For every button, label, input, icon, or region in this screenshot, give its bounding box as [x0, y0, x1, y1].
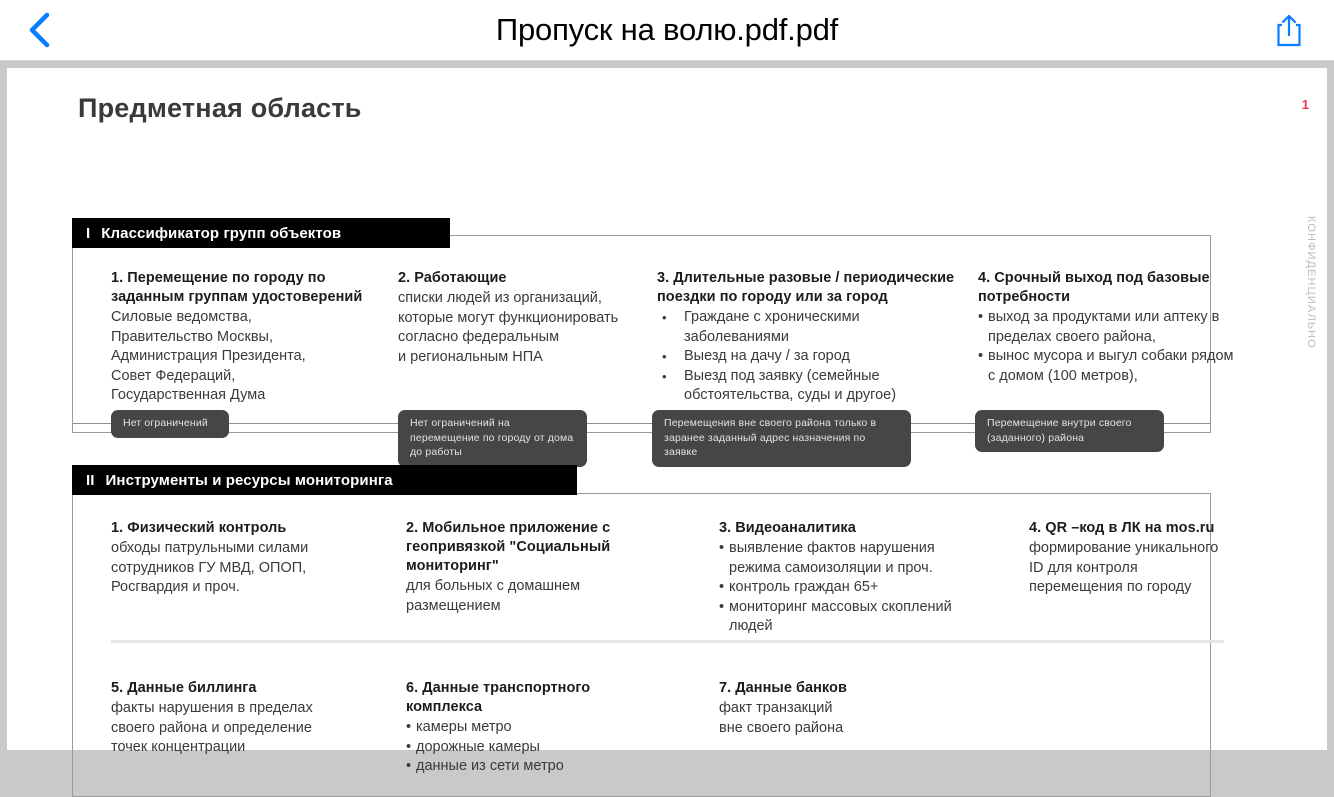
section-1-column-2: [398, 269, 648, 367]
section-1-badge-2: Нет ограничений на перемещение по городу от дома до работы: [398, 410, 587, 467]
list-item: • дорожные камеры: [406, 738, 621, 758]
section-1-column-4-list: [978, 308, 1243, 386]
section-1-column-2-line-3: согласно федеральным: [398, 329, 560, 345]
list-item: • вынос мусора и выгул собаки рядом с домом (100 метров),: [978, 347, 1243, 386]
list-item: • данные из сети метро: [406, 757, 621, 777]
list-item: • контроль граждан 65+: [719, 578, 964, 598]
section-1-badge-3: Перемещения вне своего района только в заранее заданный адрес назначения по заявке: [652, 410, 911, 467]
section-1-badge-4: Перемещение внутри своего (заданного) района: [975, 410, 1164, 452]
section-2-item-1-line-3: Росгвардия и проч.: [111, 579, 240, 595]
section-2-item-2-line-1: для больных с домашнем: [406, 578, 581, 594]
section-2-item-1-line-2: сотрудников ГУ МВД, ОПОП,: [111, 559, 307, 576]
section-1-column-2-line-4: и региональным НПА: [398, 348, 543, 365]
section-2-item-1-line-1: обходы патрульными силами: [111, 540, 309, 556]
section-2-item-1: [111, 519, 361, 598]
section-2-item-4-heading: 4. QR –код в ЛК на mos.ru: [1029, 520, 1215, 536]
section-2-item-6: [406, 679, 621, 777]
share-button[interactable]: [1272, 10, 1306, 50]
section-1-column-3: [657, 269, 957, 406]
section-1-column-1-line-3: Администрация Президента,: [111, 348, 306, 364]
section-2-item-4-line-1: формирование уникального: [1029, 540, 1219, 556]
section-2-item-5-line-1: факты нарушения в пределах: [111, 700, 313, 716]
section-1-column-1-line-2: Правительство Москвы,: [111, 328, 274, 345]
section-2-numeral: II: [86, 471, 95, 489]
section-2-divider: [111, 640, 1224, 643]
pdf-page: [7, 68, 1327, 774]
section-2-item-7-line-1: факт транзакций: [719, 700, 833, 716]
section-1-column-1-line-5: Государственная Дума: [111, 387, 266, 403]
chevron-left-icon: [28, 12, 50, 48]
section-2-item-7: [719, 679, 934, 738]
section-2-title: Инструменты и ресурсы мониторинга: [105, 471, 393, 489]
section-1-band: [72, 218, 450, 248]
section-1-column-2-heading: 2. Работающие: [398, 270, 507, 286]
section-2-item-5-line-3: точек концентрации: [111, 739, 246, 755]
pdf-viewer[interactable]: [0, 61, 1334, 774]
list-item: • Выезд на дачу / за город: [657, 347, 957, 367]
section-1-column-3-heading: 3. Длительные разовые / периодические поездки по городу или за город: [657, 270, 955, 305]
section-2-band: [72, 465, 577, 495]
section-2-item-4-line-3: перемещения по городу: [1029, 579, 1192, 595]
section-1-column-4: [978, 269, 1243, 386]
section-2-item-3: [719, 519, 964, 637]
list-item: • камеры метро: [406, 718, 621, 738]
share-icon: [1275, 13, 1303, 47]
section-1-column-1-line-4: Совет Федераций,: [111, 367, 236, 384]
section-1-numeral: I: [86, 224, 91, 242]
section-2-item-2-line-2: размещением: [406, 597, 501, 614]
section-2-item-4: [1029, 519, 1244, 598]
list-item: • выход за продуктами или аптеку в пределах своего района,: [978, 308, 1243, 347]
section-1-column-3-list: [657, 308, 957, 406]
section-2-item-3-heading: 3. Видеоаналитика: [719, 520, 856, 536]
section-2-item-1-heading: 1. Физический контроль: [111, 520, 287, 536]
section-2-item-3-list: [719, 539, 964, 637]
page-title: Пропуск на волю.pdf.pdf: [495, 12, 839, 47]
section-2-item-6-heading: 6. Данные транспортного комплекса: [406, 680, 591, 715]
section-2-item-5: [111, 679, 361, 758]
back-button[interactable]: [22, 10, 56, 50]
list-item: • мониторинг массовых скоплений людей: [719, 598, 964, 637]
section-2-item-2: [406, 519, 621, 616]
section-2-item-7-line-2: вне своего района: [719, 719, 844, 736]
section-1-column-1: [111, 269, 366, 406]
section-1-badge-1: Нет ограничений: [111, 410, 229, 438]
list-item: • Выезд под заявку (семейные обстоятельства, суды и другое): [657, 367, 957, 406]
slide-title: Предметная область: [78, 93, 362, 123]
section-2-item-4-line-2: ID для контроля: [1029, 559, 1138, 576]
section-2-item-2-heading: 2. Мобильное приложение с геопривязкой "Социальный мониторинг": [406, 520, 611, 574]
confidential-watermark: КОНФИДЕНЦИАЛЬНО: [1305, 216, 1317, 349]
section-1-column-2-line-2: которые могут функционировать: [398, 309, 619, 326]
section-1-column-4-heading: 4. Срочный выход под базовые потребности: [978, 270, 1210, 305]
navigation-bar: [0, 0, 1334, 61]
page-number: 1: [1301, 97, 1309, 112]
section-2-item-5-line-2: своего района и определение: [111, 719, 312, 736]
section-1-title: Классификатор групп объектов: [101, 224, 342, 242]
section-2-item-7-heading: 7. Данные банков: [719, 680, 847, 696]
section-2-item-6-list: [406, 718, 621, 777]
section-2-item-5-heading: 5. Данные биллинга: [111, 680, 257, 696]
list-item: • выявление фактов нарушения режима самоизоляции и проч.: [719, 539, 964, 578]
list-item: • Граждане с хроническими заболеваниями: [657, 308, 957, 347]
section-1-column-1-line-1: Силовые ведомства,: [111, 309, 252, 325]
section-1-column-2-line-1: списки людей из организаций,: [398, 290, 602, 306]
section-1-column-1-heading: 1. Перемещение по городу по заданным группам удостоверений: [111, 270, 363, 305]
